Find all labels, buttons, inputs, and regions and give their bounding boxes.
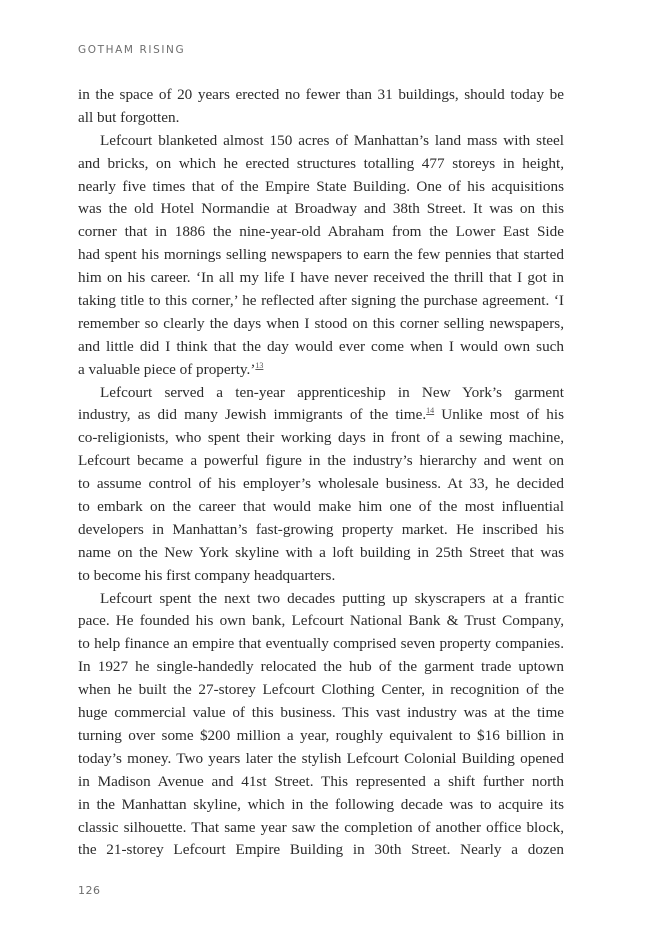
text-segment: a valuable piece of property.’ [78,360,256,378]
text-line: to help finance an empire that eventually comprised seven property companies. [78,635,564,653]
text-line: had spent his mornings selling newspapers to earn the few pennies that started [78,246,564,264]
footnote-ref-14[interactable]: 14 [426,406,435,416]
text-line: corner that in 1886 the nine-year-old Abraham from the Lower East Side [78,223,564,241]
text-line: In 1927 he single-handedly relocated the hub of the garment trade uptown [78,658,564,676]
footnote-ref-13[interactable]: 13 [255,360,264,370]
text-line: remember so clearly the days when I stood on this corner selling newspapers, [78,314,564,332]
text-line: to assume control of his employer’s wholesale business. At 33, he decided [78,475,564,493]
text-line: classic silhouette. That same year saw the completion of another office block, [78,818,564,836]
text-line: to become his first company headquarters. [78,566,336,584]
text-line: and little did I think that the day would ever come when I would own such [78,337,564,355]
text-line: developers in Manhattan’s fast-growing property market. He inscribed his [78,520,564,538]
text-line: when he built the 27-storey Lefcourt Clothing Center, in recognition of the [78,681,564,699]
text-line: pace. He founded his own bank, Lefcourt National Bank & Trust Company, [78,612,564,630]
text-line-with-footnote [78,404,564,427]
text-line: Lefcourt became a powerful figure in the industry’s hierarchy and went on [78,452,564,470]
text-line: was the old Hotel Normandie at Broadway and 38th Street. It was on this [78,200,564,218]
text-line: co-religionists, who spent their working days in front of a sewing machine, [78,429,564,447]
text-line: and bricks, on which he erected structures totalling 477 storeys in height, [78,154,564,172]
text-line: nearly five times that of the Empire State Building. One of his acquisitions [78,177,564,195]
text-line: to embark on the career that would make him one of the most influential [78,498,564,516]
text-line: the 21-storey Lefcourt Empire Building in 30th Street. Nearly a dozen [78,841,564,859]
text-line: today’s money. Two years later the stylish Lefcourt Colonial Building opened [78,749,564,767]
text-segment: industry, as did many Jewish immigrants of the time. [78,406,427,424]
page-number: 126 [78,884,101,897]
text-line-with-footnote [78,359,564,382]
text-line: in the space of 20 years erected no fewer than 31 buildings, should today be [78,86,564,103]
text-line: taking title to this corner,’ he reflected after signing the purchase agreement. ‘I [78,292,564,310]
running-head: GOTHAM RISING [78,44,186,56]
body-text [78,84,564,862]
text-line: in Madison Avenue and 41st Street. This represented a shift further north [78,772,564,790]
text-line: name on the New York skyline with a loft building in 25th Street that was [78,543,564,561]
text-line: turning over some $200 million a year, roughly equivalent to $16 billion in [78,726,564,744]
text-line: in the Manhattan skyline, which in the following decade was to acquire its [78,795,564,813]
text-line: huge commercial value of this business. This vast industry was at the time [78,704,564,722]
text-line: all but forgotten. [78,108,180,126]
text-segment: Unlike most of his [434,406,564,424]
text-line: him on his career. ‘In all my life I have never received the thrill that I got in [78,269,564,287]
text-line: Lefcourt served a ten-year apprenticeship in New York’s garment [100,383,564,401]
text-line: Lefcourt blanketed almost 150 acres of Manhattan’s land mass with steel [100,131,564,149]
text-line: Lefcourt spent the next two decades putting up skyscrapers at a frantic [100,589,564,607]
